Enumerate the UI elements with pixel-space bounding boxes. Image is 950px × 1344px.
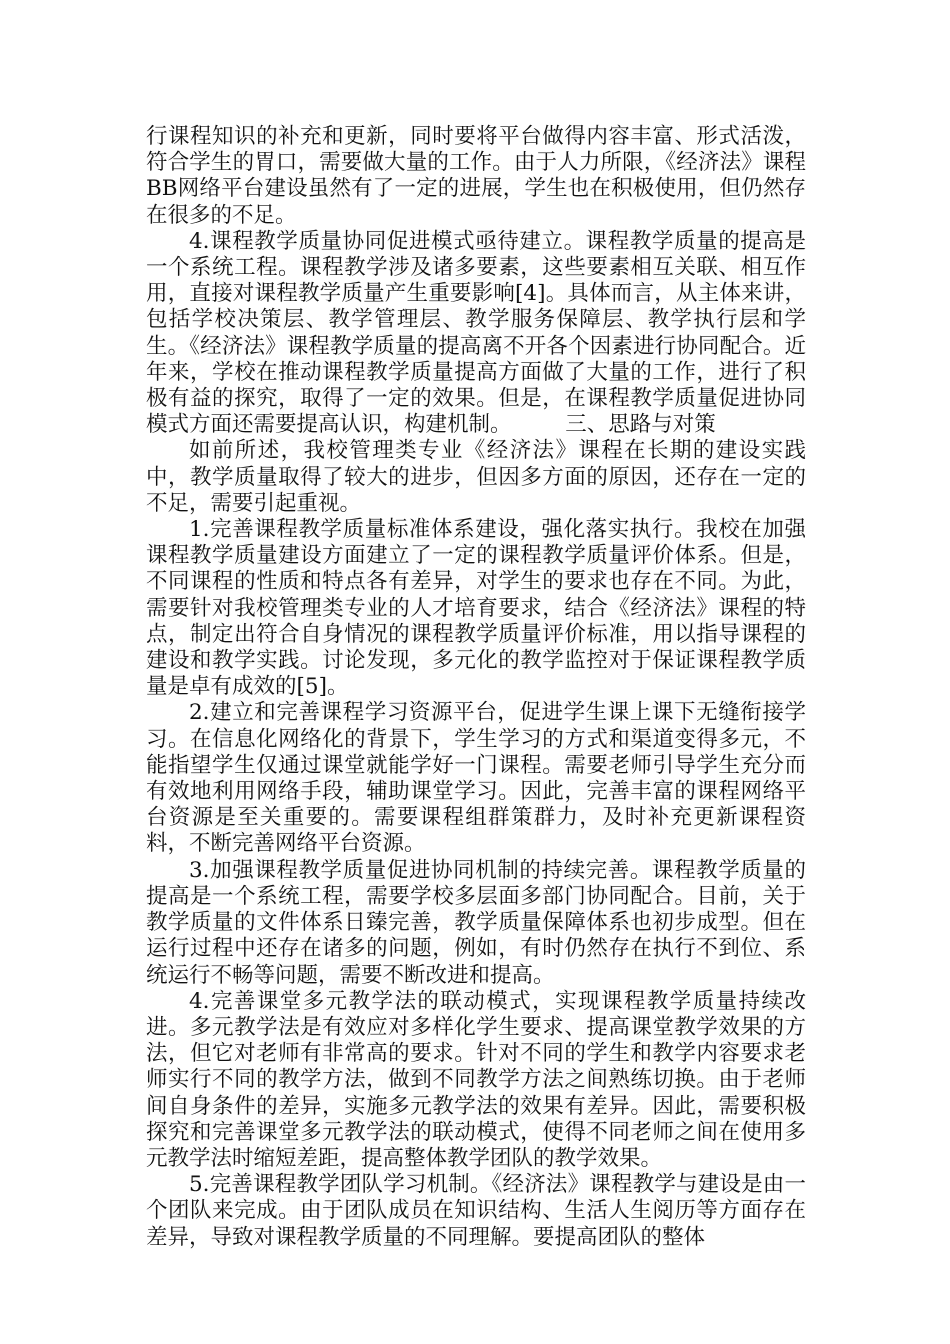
paragraph-continuation: 行课程知识的补充和更新，同时要将平台做得内容丰富、形式活泼，符合学生的胃口，需要做大量的工作。由于人力所限，《经济法》课程BB网络平台建设虽然有了一定的进展，学生也在积极使用，但仍然存在很多的不足。 [146,124,806,228]
paragraph-item-3-mechanism: 3.加强课程教学质量促进协同机制的持续完善。课程教学质量的提高是一个系统工程，需要学校多层面多部门协同配合。目前，关于教学质量的文件体系日臻完善，教学质量保障体系也初步成型。但在运行过程中还存在诸多的问题，例如，有时仍然存在执行不到位、系统运行不畅等问题，需要不断改进和提高。 [146,857,806,988]
paragraph-item-1-standards: 1.完善课程教学质量标准体系建设，强化落实执行。我校在加强课程教学质量建设方面建立了一定的课程教学质量评价体系。但是，不同课程的性质和特点各有差异，对学生的要求也存在不同。为此，需要针对我校管理类专业的人才培育要求，结合《经济法》课程的特点，制定出符合自身情况的课程教学质量评价标准，用以指导课程的建设和教学实践。讨论发现，多元化的教学监控对于保证课程教学质量是卓有成效的[5]。 [146,517,806,700]
paragraph-item-4-teaching-methods: 4.完善课堂多元教学法的联动模式，实现课程教学质量持续改进。多元教学法是有效应对多样化学生要求、提高课堂教学效果的方法，但它对老师有非常高的要求。针对不同的学生和教学内容要求老师实行不同的教学方法，做到不同教学方法之间熟练切换。由于老师间自身条件的差异，实施多元教学法的效果有差异。因此，需要积极探究和完善课堂多元教学法的联动模式，使得不同老师之间在使用多元教学法时缩短差距，提高整体教学团队的教学效果。 [146,988,806,1171]
paragraph-item-2-resources: 2.建立和完善课程学习资源平台，促进学生课上课下无缝衔接学习。在信息化网络化的背景下，学生学习的方式和渠道变得多元，不能指望学生仅通过课堂就能学好一门课程。需要老师引导学生充分而有效地利用网络手段，辅助课堂学习。因此，完善丰富的课程网络平台资源是至关重要的。需要课程组群策群力，及时补充更新课程资料，不断完善网络平台资源。 [146,700,806,857]
paragraph-item-4-collaboration-model: 4.课程教学质量协同促进模式亟待建立。课程教学质量的提高是一个系统工程。课程教学涉及诸多要素，这些要素相互关联、相互作用，直接对课程教学质量产生重要影响[4]。具体而言，从主体来讲，包括学校决策层、教学管理层、教学服务保障层、教学执行层和学生。《经济法》课程教学质量的提高离不开各个因素进行协同配合。近年来，学校在推动课程教学质量提高方面做了大量的工作，进行了积极有益的探究，取得了一定的效果。但是，在课程教学质量促进协同模式方面还需要提高认识，构建机制。 三、思路与对策 [146,228,806,438]
paragraph-summary-intro: 如前所述，我校管理类专业《经济法》课程在长期的建设实践中，教学质量取得了较大的进步，但因多方面的原因，还存在一定的不足，需要引起重视。 [146,438,806,516]
document-page [146,124,806,1251]
paragraph-item-5-team-learning: 5.完善课程教学团队学习机制。《经济法》课程教学与建设是由一个团队来完成。由于团队成员在知识结构、生活人生阅历等方面存在差异，导致对课程教学质量的不同理解。要提高团队的整体 [146,1172,806,1250]
